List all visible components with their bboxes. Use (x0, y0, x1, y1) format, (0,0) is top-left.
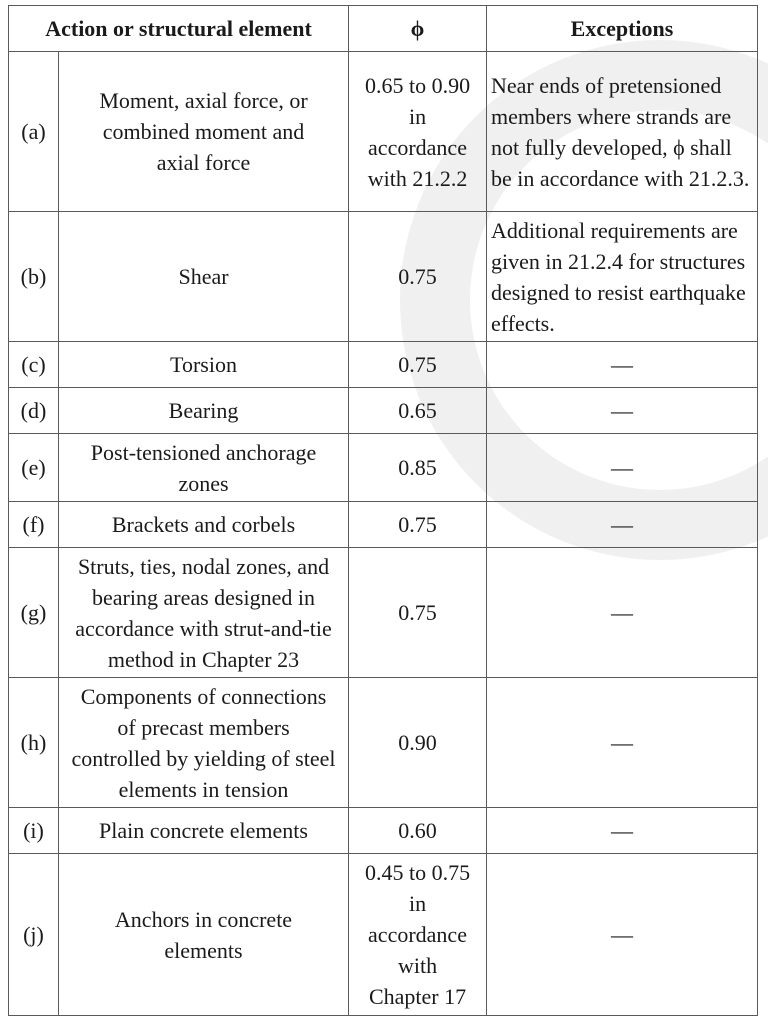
row-exceptions: — (487, 854, 758, 1016)
table-row (9, 808, 758, 854)
row-letter: (c) (9, 342, 59, 388)
row-phi: 0.75 (349, 502, 487, 548)
row-element: Shear (59, 212, 349, 342)
header-exceptions: Exceptions (487, 6, 758, 52)
row-letter: (d) (9, 388, 59, 434)
table-row (9, 502, 758, 548)
row-exceptions: — (487, 388, 758, 434)
row-exceptions: Near ends of pretensioned members where strands are not fully developed, ϕ shall be in accordance with 21.2.3. (487, 52, 758, 212)
row-letter: (b) (9, 212, 59, 342)
table-row (9, 212, 758, 342)
row-phi: 0.90 (349, 678, 487, 808)
row-letter: (e) (9, 434, 59, 502)
row-exceptions: Additional requirements are given in 21.2.4 for structures designed to resist earthquake effects. (487, 212, 758, 342)
row-phi: 0.75 (349, 212, 487, 342)
table-row (9, 52, 758, 212)
row-phi: 0.85 (349, 434, 487, 502)
row-exceptions: — (487, 434, 758, 502)
row-phi: 0.45 to 0.75 in accordance with Chapter 17 (349, 854, 487, 1016)
row-phi: 0.65 to 0.90 in accordance with 21.2.2 (349, 52, 487, 212)
row-phi: 0.75 (349, 342, 487, 388)
row-element: Struts, ties, nodal zones, and bearing areas designed in accordance with strut-and-tie method in Chapter 23 (59, 548, 349, 678)
strength-reduction-table (8, 5, 758, 1016)
row-element: Moment, axial force, or combined moment and axial force (59, 52, 349, 212)
row-exceptions: — (487, 548, 758, 678)
row-letter: (f) (9, 502, 59, 548)
table-header-row (9, 6, 758, 52)
row-exceptions: — (487, 342, 758, 388)
row-element: Anchors in concrete elements (59, 854, 349, 1016)
row-exceptions: — (487, 808, 758, 854)
row-element: Bearing (59, 388, 349, 434)
row-letter: (g) (9, 548, 59, 678)
row-element: Components of connections of precast members controlled by yielding of steel elements in tension (59, 678, 349, 808)
header-phi: ϕ (349, 6, 487, 52)
row-element: Torsion (59, 342, 349, 388)
row-phi: 0.65 (349, 388, 487, 434)
header-action: Action or structural element (9, 6, 349, 52)
row-element: Brackets and corbels (59, 502, 349, 548)
row-letter: (i) (9, 808, 59, 854)
row-exceptions: — (487, 678, 758, 808)
row-phi: 0.60 (349, 808, 487, 854)
table-row (9, 388, 758, 434)
table-row (9, 854, 758, 1016)
row-letter: (a) (9, 52, 59, 212)
table-row (9, 678, 758, 808)
row-letter: (j) (9, 854, 59, 1016)
row-element: Plain concrete elements (59, 808, 349, 854)
row-element: Post-tensioned anchorage zones (59, 434, 349, 502)
table-row (9, 342, 758, 388)
row-phi: 0.75 (349, 548, 487, 678)
row-exceptions: — (487, 502, 758, 548)
row-letter: (h) (9, 678, 59, 808)
table-row (9, 434, 758, 502)
table-row (9, 548, 758, 678)
